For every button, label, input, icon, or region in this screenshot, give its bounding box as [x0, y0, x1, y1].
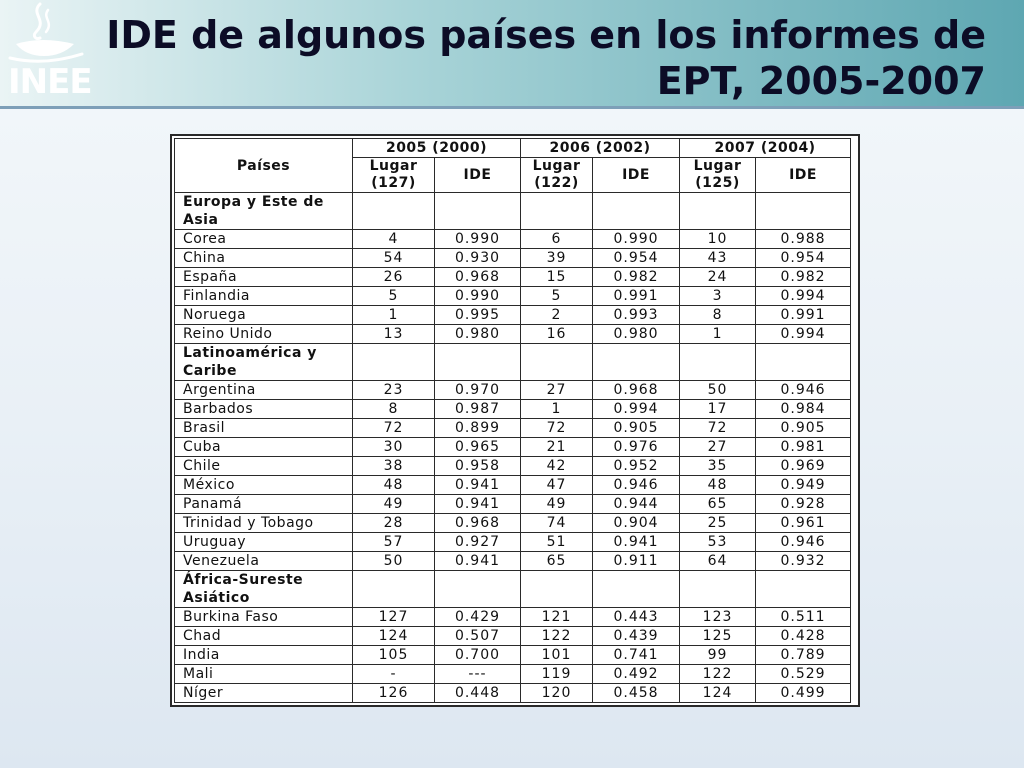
ide-cell: 0.941 — [435, 495, 521, 514]
ide-cell: 0.990 — [435, 230, 521, 249]
rank-cell: 24 — [680, 268, 756, 287]
empty-cell — [353, 193, 435, 230]
rank-cell: 16 — [521, 325, 593, 344]
country-name: México — [175, 476, 353, 495]
empty-cell — [521, 344, 593, 381]
rank-cell: 51 — [521, 533, 593, 552]
rank-header-2007: Lugar (125) — [680, 158, 756, 193]
rank-cell: 10 — [680, 230, 756, 249]
ide-cell: 0.439 — [593, 627, 680, 646]
rank-cell: 47 — [521, 476, 593, 495]
table-row — [175, 533, 851, 552]
country-name: Níger — [175, 684, 353, 703]
empty-cell — [353, 571, 435, 608]
rank-cell: 72 — [680, 419, 756, 438]
rank-cell: 1 — [521, 400, 593, 419]
ide-cell: 0.991 — [593, 287, 680, 306]
rank-cell: 125 — [680, 627, 756, 646]
year-header-2005: 2005 (2000) — [353, 139, 521, 158]
ide-cell: 0.499 — [756, 684, 851, 703]
country-name: Brasil — [175, 419, 353, 438]
ide-cell: 0.990 — [593, 230, 680, 249]
ide-cell: 0.954 — [593, 249, 680, 268]
rank-cell: 64 — [680, 552, 756, 571]
title-line-1: IDE de algunos países en los informes de — [106, 13, 986, 57]
country-name: India — [175, 646, 353, 665]
ide-cell: --- — [435, 665, 521, 684]
rank-cell: - — [353, 665, 435, 684]
ide-cell: 0.995 — [435, 306, 521, 325]
rank-cell: 49 — [353, 495, 435, 514]
ide-cell: 0.961 — [756, 514, 851, 533]
ide-header-2006: IDE — [593, 158, 680, 193]
empty-cell — [435, 193, 521, 230]
rank-cell: 21 — [521, 438, 593, 457]
table-row — [175, 646, 851, 665]
table-row — [175, 419, 851, 438]
ide-cell: 0.946 — [756, 381, 851, 400]
table-row — [175, 665, 851, 684]
ide-cell: 0.529 — [756, 665, 851, 684]
ide-cell: 0.994 — [756, 287, 851, 306]
table-row — [175, 381, 851, 400]
country-name: Argentina — [175, 381, 353, 400]
rank-cell: 127 — [353, 608, 435, 627]
table-row — [175, 457, 851, 476]
rank-cell: 43 — [680, 249, 756, 268]
rank-cell: 26 — [353, 268, 435, 287]
ide-cell: 0.984 — [756, 400, 851, 419]
empty-cell — [593, 193, 680, 230]
ide-cell: 0.741 — [593, 646, 680, 665]
ide-header-2007: IDE — [756, 158, 851, 193]
rank-cell: 35 — [680, 457, 756, 476]
rank-cell: 122 — [680, 665, 756, 684]
empty-cell — [435, 571, 521, 608]
rank-cell: 101 — [521, 646, 593, 665]
rank-cell: 42 — [521, 457, 593, 476]
inee-logo — [2, 0, 92, 104]
country-name: Finlandia — [175, 287, 353, 306]
ide-cell: 0.976 — [593, 438, 680, 457]
table-body — [175, 193, 851, 703]
table-row — [175, 400, 851, 419]
countries-header: Países — [175, 139, 353, 193]
rank-cell: 123 — [680, 608, 756, 627]
table-row — [175, 249, 851, 268]
ide-cell: 0.954 — [756, 249, 851, 268]
country-name: China — [175, 249, 353, 268]
table-row — [175, 230, 851, 249]
empty-cell — [680, 344, 756, 381]
rank-cell: 27 — [680, 438, 756, 457]
ide-cell: 0.994 — [593, 400, 680, 419]
steaming-cup-icon — [2, 0, 88, 70]
rank-cell: 39 — [521, 249, 593, 268]
table-row — [175, 552, 851, 571]
rank-cell: 122 — [521, 627, 593, 646]
rank-cell: 13 — [353, 325, 435, 344]
ide-cell: 0.941 — [435, 552, 521, 571]
table-row — [175, 325, 851, 344]
ide-table — [174, 138, 851, 703]
empty-cell — [521, 193, 593, 230]
region-label: África-Sureste Asiático — [175, 571, 353, 608]
rank-cell: 50 — [680, 381, 756, 400]
empty-cell — [521, 571, 593, 608]
ide-cell: 0.443 — [593, 608, 680, 627]
rank-cell: 28 — [353, 514, 435, 533]
rank-cell: 105 — [353, 646, 435, 665]
year-header-2007: 2007 (2004) — [680, 139, 851, 158]
rank-cell: 48 — [680, 476, 756, 495]
empty-cell — [756, 193, 851, 230]
ide-cell: 0.988 — [756, 230, 851, 249]
ide-cell: 0.899 — [435, 419, 521, 438]
ide-cell: 0.928 — [756, 495, 851, 514]
table-row — [175, 627, 851, 646]
ide-cell: 0.990 — [435, 287, 521, 306]
logo-text: INEE — [8, 62, 92, 102]
ide-cell: 0.511 — [756, 608, 851, 627]
rank-cell: 74 — [521, 514, 593, 533]
ide-cell: 0.507 — [435, 627, 521, 646]
ide-cell: 0.980 — [435, 325, 521, 344]
rank-cell: 54 — [353, 249, 435, 268]
empty-cell — [680, 571, 756, 608]
ide-cell: 0.700 — [435, 646, 521, 665]
region-row — [175, 571, 851, 608]
title-line-2: EPT, 2005-2007 — [656, 59, 986, 103]
ide-cell: 0.982 — [593, 268, 680, 287]
table-row — [175, 438, 851, 457]
rank-cell: 23 — [353, 381, 435, 400]
ide-cell: 0.905 — [593, 419, 680, 438]
ide-cell: 0.429 — [435, 608, 521, 627]
ide-cell: 0.993 — [593, 306, 680, 325]
page-title — [106, 12, 986, 104]
rank-cell: 124 — [680, 684, 756, 703]
ide-cell: 0.987 — [435, 400, 521, 419]
ide-cell: 0.952 — [593, 457, 680, 476]
rank-cell: 8 — [680, 306, 756, 325]
ide-cell: 0.970 — [435, 381, 521, 400]
rank-cell: 8 — [353, 400, 435, 419]
ide-cell: 0.969 — [756, 457, 851, 476]
ide-cell: 0.994 — [756, 325, 851, 344]
ide-cell: 0.492 — [593, 665, 680, 684]
header-bar — [0, 0, 1024, 106]
ide-cell: 0.946 — [756, 533, 851, 552]
ide-cell: 0.927 — [435, 533, 521, 552]
ide-cell: 0.932 — [756, 552, 851, 571]
ide-cell: 0.946 — [593, 476, 680, 495]
country-name: Mali — [175, 665, 353, 684]
rank-cell: 53 — [680, 533, 756, 552]
ide-cell: 0.981 — [756, 438, 851, 457]
rank-cell: 126 — [353, 684, 435, 703]
rank-cell: 30 — [353, 438, 435, 457]
ide-cell: 0.944 — [593, 495, 680, 514]
rank-cell: 1 — [680, 325, 756, 344]
country-name: Panamá — [175, 495, 353, 514]
rank-cell: 3 — [680, 287, 756, 306]
year-header-2006: 2006 (2002) — [521, 139, 680, 158]
rank-cell: 57 — [353, 533, 435, 552]
table-row — [175, 476, 851, 495]
ide-cell: 0.905 — [756, 419, 851, 438]
empty-cell — [353, 344, 435, 381]
ide-cell: 0.458 — [593, 684, 680, 703]
region-label: Europa y Este de Asia — [175, 193, 353, 230]
empty-cell — [756, 571, 851, 608]
table-row — [175, 514, 851, 533]
rank-cell: 99 — [680, 646, 756, 665]
rank-cell: 124 — [353, 627, 435, 646]
rank-cell: 50 — [353, 552, 435, 571]
rank-cell: 1 — [353, 306, 435, 325]
rank-cell: 25 — [680, 514, 756, 533]
table-row — [175, 287, 851, 306]
rank-cell: 72 — [353, 419, 435, 438]
ide-cell: 0.991 — [756, 306, 851, 325]
table-row — [175, 608, 851, 627]
rank-cell: 38 — [353, 457, 435, 476]
ide-cell: 0.904 — [593, 514, 680, 533]
rank-cell: 49 — [521, 495, 593, 514]
country-name: Venezuela — [175, 552, 353, 571]
empty-cell — [756, 344, 851, 381]
ide-cell: 0.941 — [593, 533, 680, 552]
country-name: Chile — [175, 457, 353, 476]
ide-header-2005: IDE — [435, 158, 521, 193]
rank-cell: 15 — [521, 268, 593, 287]
ide-cell: 0.949 — [756, 476, 851, 495]
ide-cell: 0.941 — [435, 476, 521, 495]
empty-cell — [593, 344, 680, 381]
table-row — [175, 268, 851, 287]
rank-cell: 48 — [353, 476, 435, 495]
header-divider — [0, 106, 1024, 109]
ide-cell: 0.982 — [756, 268, 851, 287]
rank-cell: 6 — [521, 230, 593, 249]
rank-cell: 121 — [521, 608, 593, 627]
ide-cell: 0.958 — [435, 457, 521, 476]
rank-cell: 4 — [353, 230, 435, 249]
ide-cell: 0.930 — [435, 249, 521, 268]
ide-cell: 0.980 — [593, 325, 680, 344]
country-name: Uruguay — [175, 533, 353, 552]
rank-cell: 65 — [521, 552, 593, 571]
ide-cell: 0.789 — [756, 646, 851, 665]
ide-cell: 0.448 — [435, 684, 521, 703]
rank-cell: 17 — [680, 400, 756, 419]
rank-cell: 5 — [353, 287, 435, 306]
ide-cell: 0.911 — [593, 552, 680, 571]
country-name: Trinidad y Tobago — [175, 514, 353, 533]
table-row — [175, 495, 851, 514]
ide-cell: 0.428 — [756, 627, 851, 646]
rank-cell: 120 — [521, 684, 593, 703]
ide-cell: 0.968 — [435, 268, 521, 287]
ide-table-frame — [170, 134, 860, 707]
rank-cell: 2 — [521, 306, 593, 325]
country-name: Chad — [175, 627, 353, 646]
empty-cell — [680, 193, 756, 230]
empty-cell — [593, 571, 680, 608]
country-name: Cuba — [175, 438, 353, 457]
rank-header-2005: Lugar (127) — [353, 158, 435, 193]
country-name: Reino Unido — [175, 325, 353, 344]
country-name: Noruega — [175, 306, 353, 325]
region-label: Latinoamérica y Caribe — [175, 344, 353, 381]
ide-cell: 0.968 — [435, 514, 521, 533]
rank-cell: 72 — [521, 419, 593, 438]
rank-cell: 119 — [521, 665, 593, 684]
region-row — [175, 193, 851, 230]
rank-cell: 65 — [680, 495, 756, 514]
rank-cell: 5 — [521, 287, 593, 306]
empty-cell — [435, 344, 521, 381]
country-name: Barbados — [175, 400, 353, 419]
country-name: España — [175, 268, 353, 287]
region-row — [175, 344, 851, 381]
ide-cell: 0.968 — [593, 381, 680, 400]
ide-cell: 0.965 — [435, 438, 521, 457]
table-row — [175, 684, 851, 703]
country-name: Corea — [175, 230, 353, 249]
country-name: Burkina Faso — [175, 608, 353, 627]
header-row-years — [175, 139, 851, 158]
rank-cell: 27 — [521, 381, 593, 400]
rank-header-2006: Lugar (122) — [521, 158, 593, 193]
table-row — [175, 306, 851, 325]
